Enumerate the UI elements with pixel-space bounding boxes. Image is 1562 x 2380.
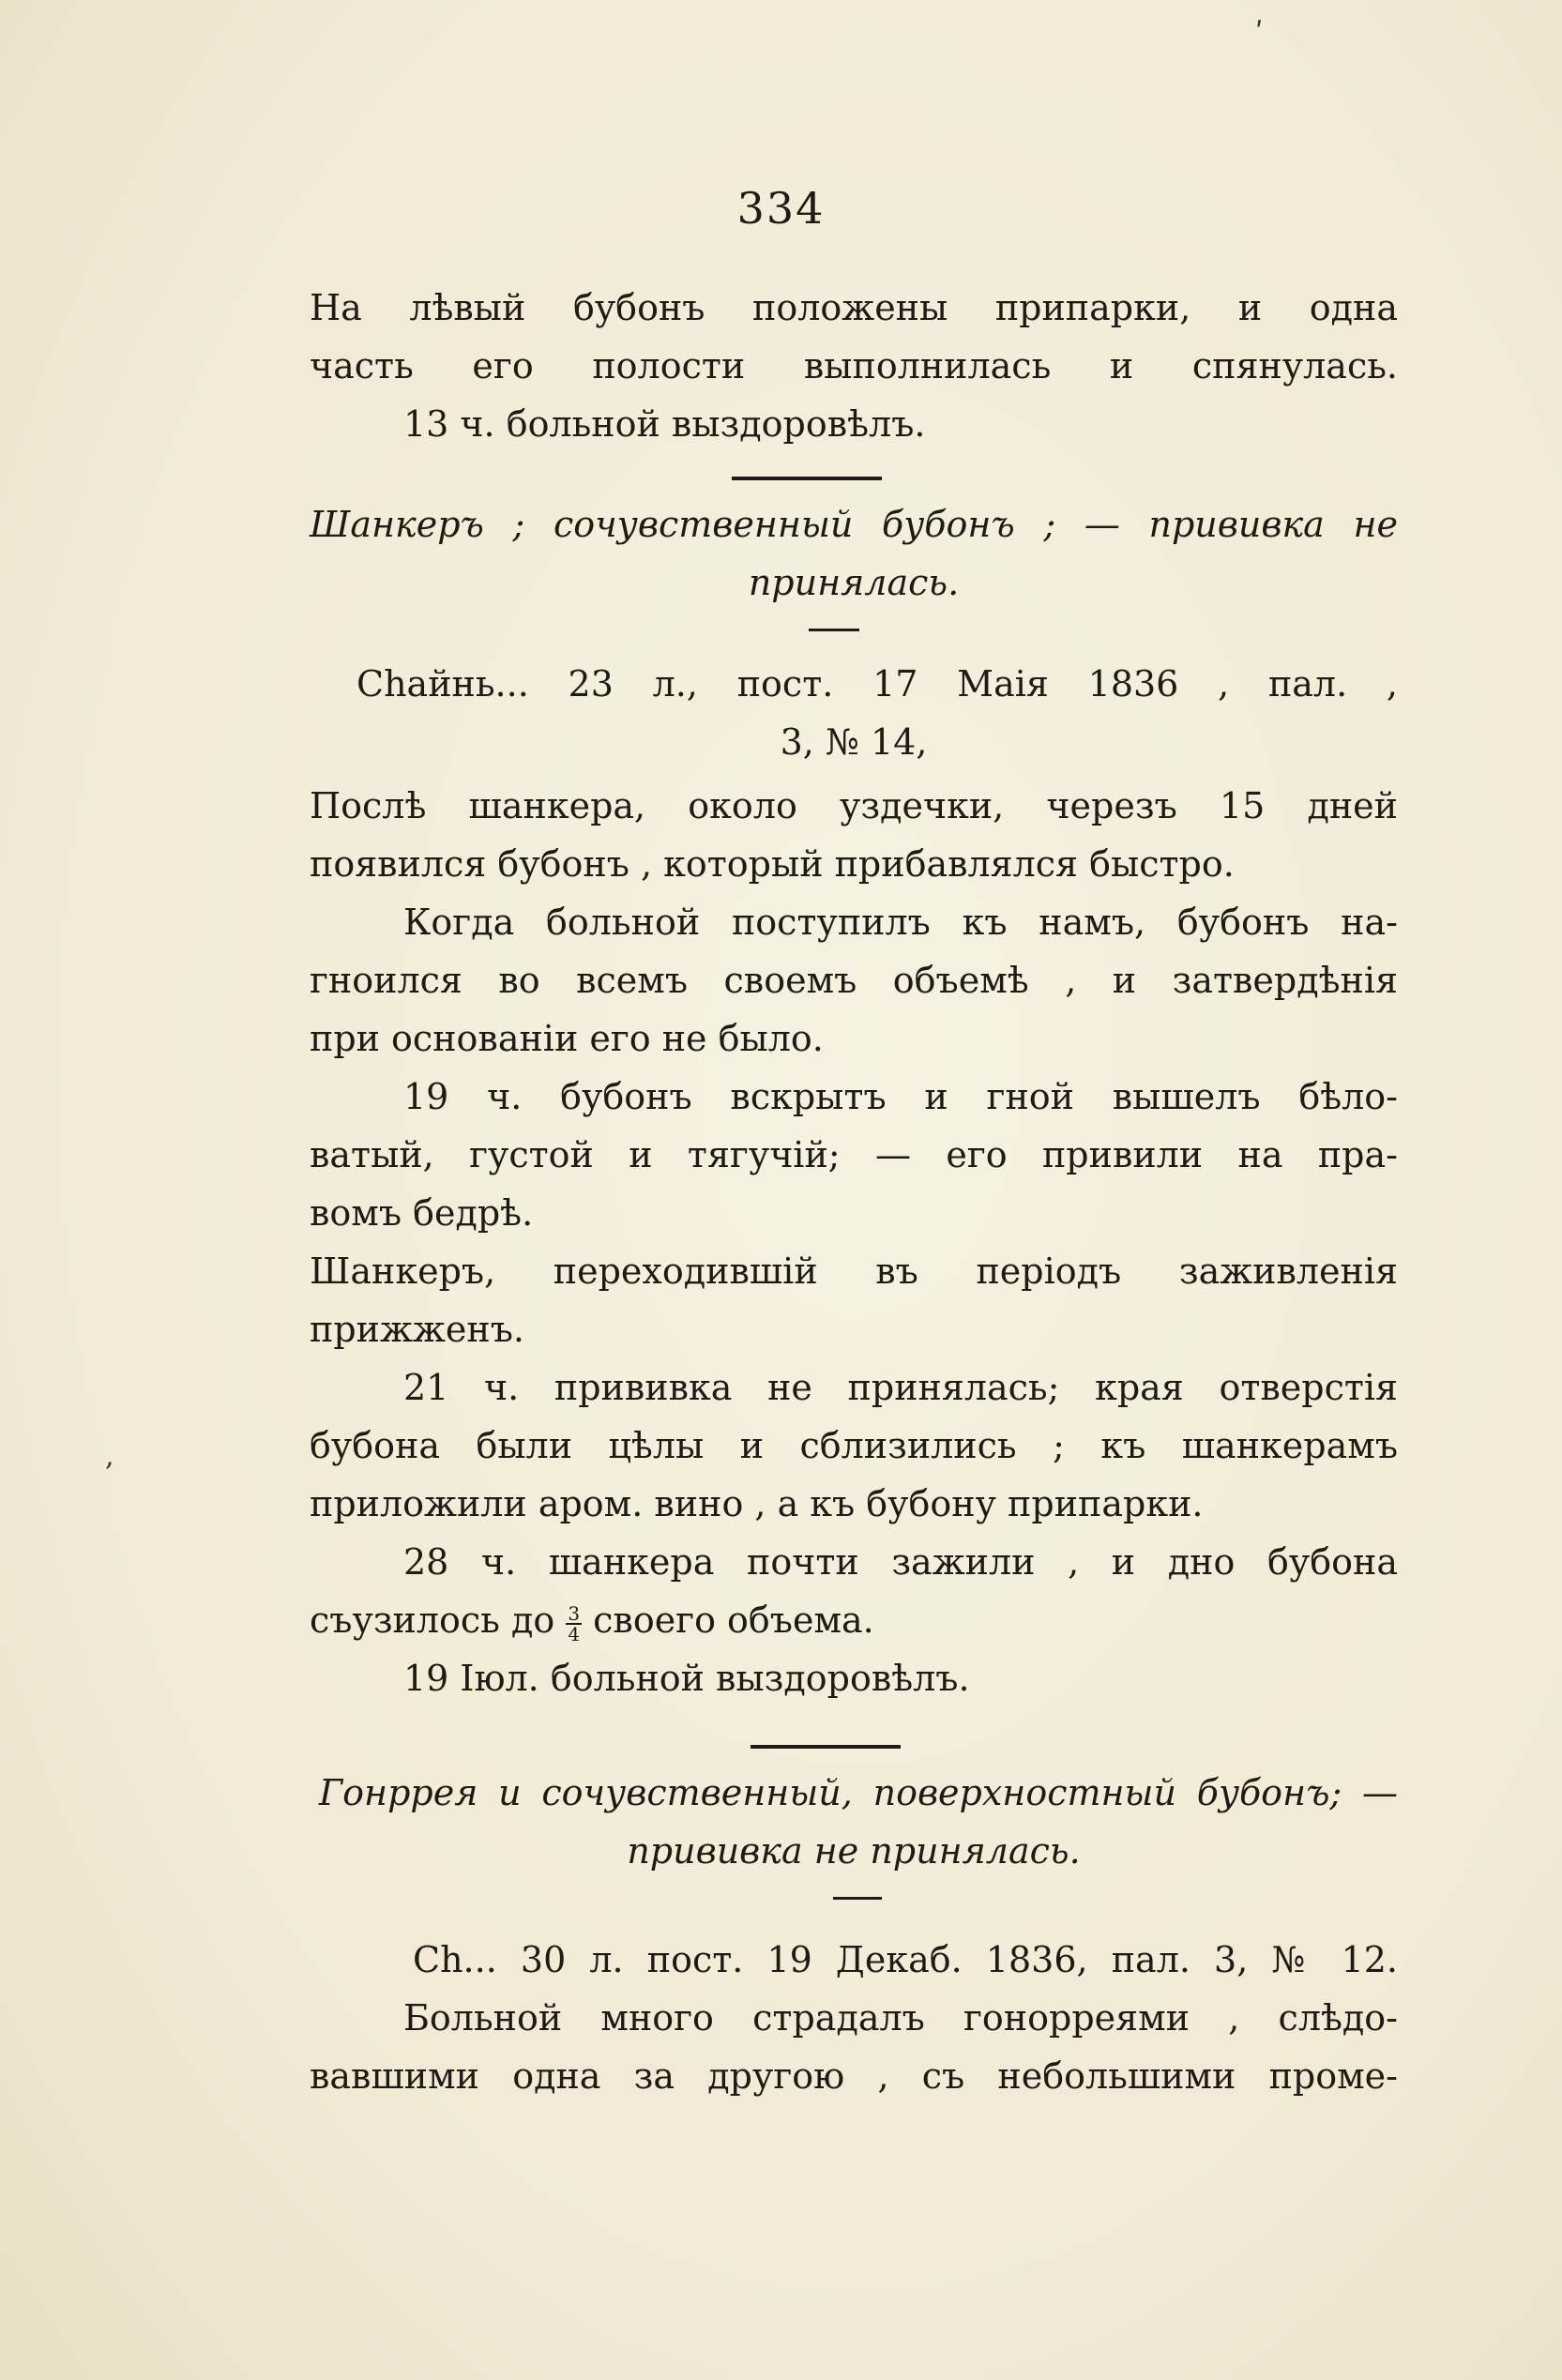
text-line: при основаніи его не было.	[310, 1018, 824, 1059]
short-rule	[809, 629, 859, 631]
margin-mark: ʹ	[1255, 17, 1264, 50]
text-line: 19 Іюл. больной выздоровѣлъ.	[403, 1658, 970, 1699]
text-line: Больной много страдалъ гонорреями , слѣдо-	[403, 1997, 1398, 2039]
text-line: Шанкеръ, переходившій въ періодъ заживленія	[310, 1251, 1398, 1292]
section-1-body	[310, 655, 1398, 1707]
margin-mark: ,	[105, 1440, 114, 1473]
case-heading: принялась.	[748, 562, 960, 603]
text-line: ватый, густой и тягучій; — его привили на пра-	[310, 1134, 1398, 1175]
section-2	[310, 1764, 1398, 1880]
text-line: вомъ бедрѣ.	[310, 1192, 534, 1234]
text-fragment: своего объема.	[593, 1599, 874, 1641]
paragraph	[310, 777, 1398, 893]
text-line	[310, 1591, 1398, 1649]
short-rule	[833, 1897, 882, 1900]
text-fragment: съузилось до	[310, 1599, 555, 1641]
paragraph	[310, 1358, 1398, 1533]
text-line: 28 ч. шанкера почти зажили , и дно бубона	[403, 1541, 1398, 1583]
text-line: прижженъ.	[310, 1309, 524, 1350]
section-2-body	[310, 1931, 1398, 2105]
section-rule	[732, 477, 882, 480]
text-line: бубона были цѣлы и сблизились ; къ шанкерамъ	[310, 1425, 1398, 1466]
paragraph	[310, 1533, 1398, 1649]
text-line: вавшими одна за другою , съ небольшими проме-	[310, 2055, 1398, 2097]
text-line: Послѣ шанкера, около уздечки, черезъ 15 дней	[310, 785, 1398, 826]
page-number: 334	[736, 183, 826, 234]
paragraph	[310, 893, 1398, 1068]
case-heading: прививка не принялась.	[627, 1830, 1081, 1872]
fraction	[566, 1601, 582, 1645]
text-line: приложили аром. вино , а къ бубону припарки.	[310, 1483, 1204, 1524]
text-line: Когда больной поступилъ къ намъ, бубонъ на-	[403, 902, 1398, 943]
case-heading: Гонррея и сочувственный, поверхностный бубонъ; —	[319, 1772, 1398, 1813]
text-line: появился бубонъ , который прибавлялся быстро.	[310, 843, 1235, 885]
case-id-line: 3, № 14,	[780, 721, 928, 763]
case-id-line: Ch... 30 л. пост. 19 Декаб. 1836, пал. 3, № 12.	[413, 1939, 1398, 1980]
section-1	[310, 495, 1398, 612]
case-id-line: Сhaйнь... 23 л., пост. 17 Маія 1836 , пал. ,	[356, 663, 1398, 705]
paragraph	[310, 1242, 1398, 1358]
text-line: 13 ч. больной выздоровѣлъ.	[403, 403, 926, 445]
text-line: часть его полости выполнилась и спянулась.	[310, 345, 1398, 387]
top-paragraph	[310, 279, 1398, 453]
text-line: На лѣвый бубонъ положены припарки, и одна	[310, 287, 1398, 328]
text-line: 21 ч. прививка не принялась; края отверстія	[403, 1367, 1398, 1408]
fraction-denominator: 4	[568, 1622, 581, 1645]
fraction-numerator: 3	[568, 1601, 581, 1625]
paragraph	[310, 1068, 1398, 1242]
text-line: гноился во всемъ своемъ объемѣ , и затвердѣнія	[310, 960, 1398, 1001]
case-heading: Шанкеръ ; сочувственный бубонъ ; — прививка не	[310, 504, 1398, 545]
text-line: 19 ч. бубонъ вскрытъ и гной вышелъ бѣло-	[403, 1076, 1398, 1117]
section-rule	[751, 1745, 901, 1749]
